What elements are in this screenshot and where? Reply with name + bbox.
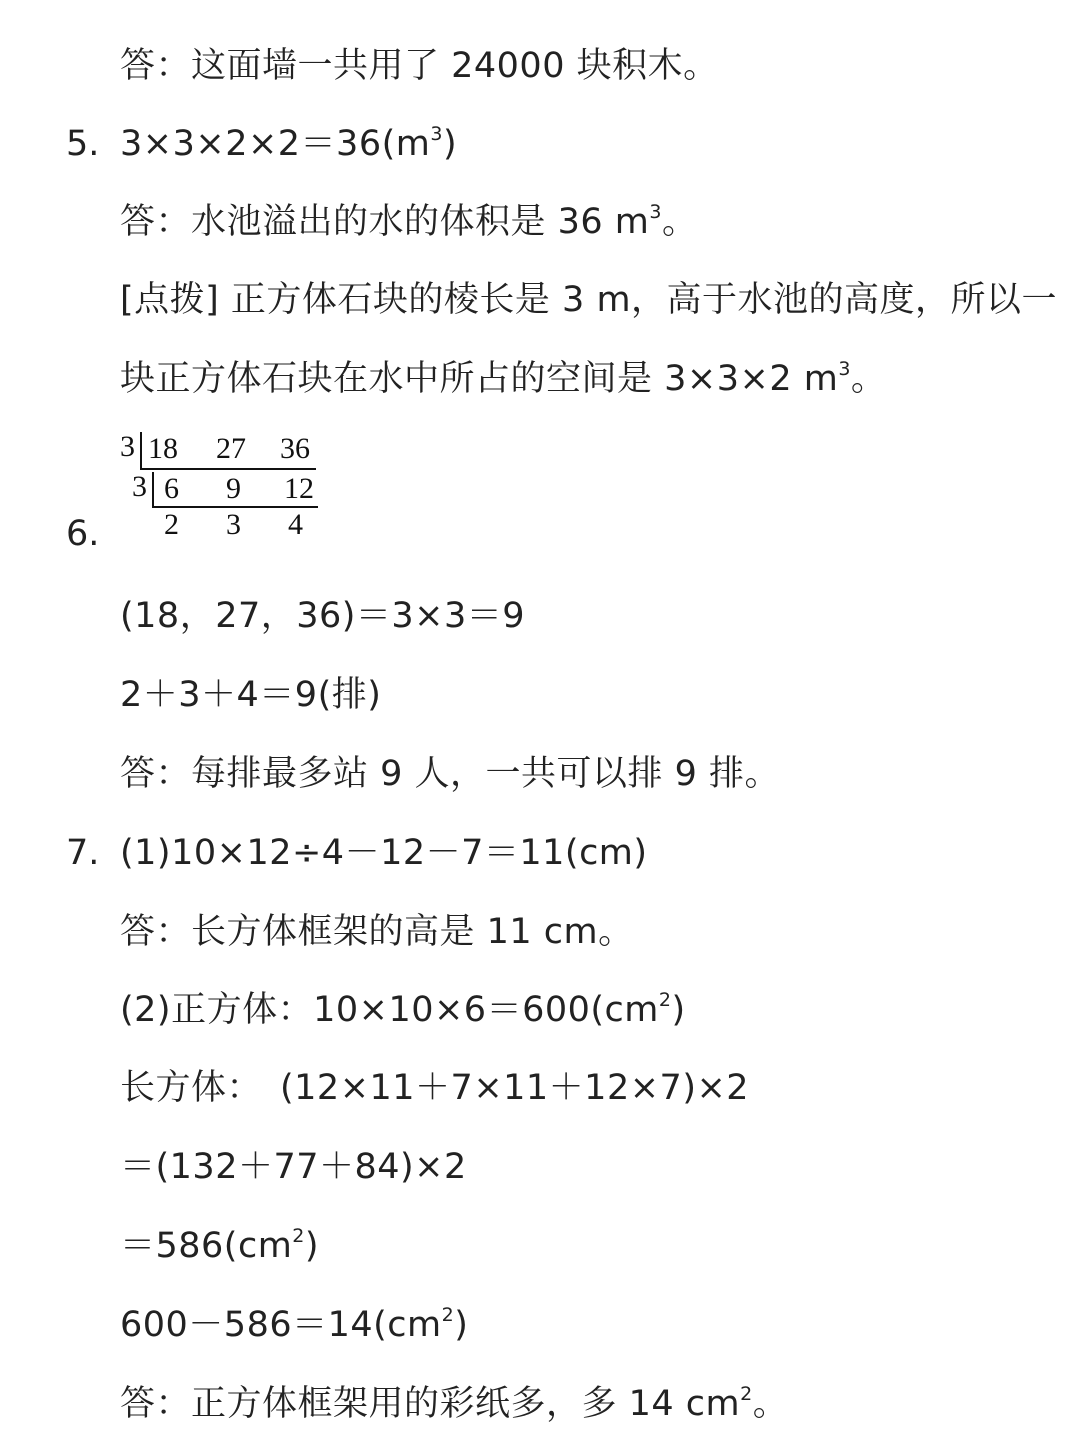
gcd-line: (18，27，36)＝3×3＝9: [120, 596, 526, 636]
question-number-7: 7.: [66, 833, 100, 873]
answer-line-more-paper: 答：正方体框架用的彩纸多，多 14 $cm^2$。: [120, 1383, 789, 1424]
rows-sum-line: 2＋3＋4＝9(排): [120, 675, 382, 715]
equation-line-cuboid-result: $=586(cm^2)$: [120, 1225, 320, 1266]
remainder-4: 4: [288, 508, 303, 541]
division-bar-vertical-1: [140, 432, 142, 468]
answer-line-pool-overflow: 答：水池溢出的水的体积是 36 $m^3$。: [120, 201, 698, 242]
remainder-3: 3: [226, 508, 241, 541]
answer-line-rows: 答：每排最多站 9 人，一共可以排 9 排。: [120, 754, 781, 794]
quotient-9: 9: [226, 472, 241, 505]
answer-line-wall-blocks: 答：这面墙一共用了 24000 块积木。: [120, 46, 719, 86]
quotient-12: 12: [284, 472, 314, 505]
question-number-6: 6.: [66, 514, 100, 554]
dividend-18: 18: [148, 432, 178, 465]
hint-line-2: 块正方体石块在水中所占的空间是 3×3×2 $m^3$。: [120, 358, 887, 399]
question-number-5: 5.: [66, 124, 100, 164]
equation-line-cuboid-area: 长方体： (12×11＋7×11＋12×7)×2: [120, 1068, 750, 1108]
dividend-27: 27: [216, 432, 246, 465]
hint-line-1: [点拨] 正方体石块的棱长是 3 m，高于水池的高度，所以一: [120, 280, 1058, 320]
division-bar-vertical-2: [152, 472, 154, 506]
equation-line-cuboid-step: ＝(132＋77＋84)×2: [120, 1147, 467, 1187]
equation-line-5: $3\times 3\times 2\times 2=36(m^3)$: [120, 123, 458, 164]
divisor-1: 3: [120, 430, 135, 463]
quotient-6: 6: [164, 472, 179, 505]
equation-line-difference: $600-586=14(cm^2)$: [120, 1304, 469, 1345]
answer-line-frame-height: 答：长方体框架的高是 11 cm。: [120, 912, 634, 952]
remainder-2: 2: [164, 508, 179, 541]
division-bar-horizontal-1: [140, 468, 316, 470]
divisor-2: 3: [132, 470, 147, 503]
equation-line-cube-area: (2)正方体：$10\times 10\times 6=600(cm^2)$: [120, 989, 686, 1030]
equation-line-7-1: (1)10×12÷4－12－7＝11(cm): [120, 833, 648, 873]
short-division-diagram: [116, 428, 331, 546]
dividend-36: 36: [280, 432, 310, 465]
